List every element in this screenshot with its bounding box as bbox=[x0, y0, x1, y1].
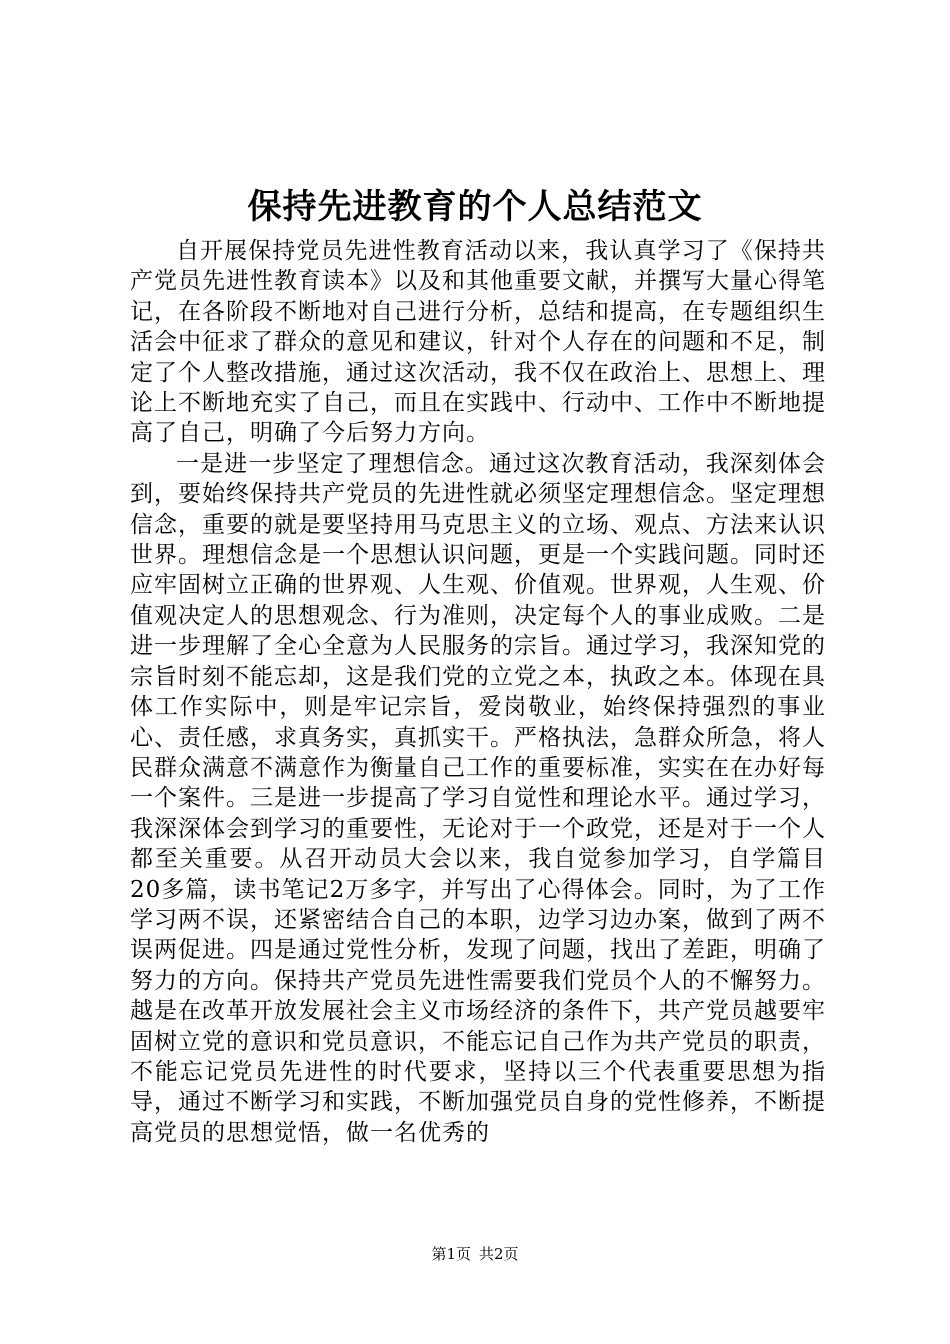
page-number-total: 共2页 bbox=[479, 1245, 519, 1263]
document-title: 保持先进教育的个人总结范文 bbox=[247, 187, 703, 227]
page-footer bbox=[0, 1244, 950, 1264]
document-body bbox=[130, 236, 826, 1148]
paragraph-intro: 自开展保持党员先进性教育活动以来，我认真学习了《保持共产党员先进性教育读本》以及和其他重要文献，并撰写大量心得笔记，在各阶段不断地对自己进行分析，总结和提高，在专题组织生活会中征求了群众的意见和建议，针对个人存在的问题和不足，制定了个人整改措施，通过这次活动，我不仅在政治上、思想上、理论上不断地充实了自己，而且在实践中、行动中、工作中不断地提高了自己，明确了今后努力方向。 bbox=[130, 238, 826, 447]
paragraph-main: 一是进一步坚定了理想信念。通过这次教育活动，我深刻体会到，要始终保持共产党员的先进性就必须坚定理想信念。坚定理想信念，重要的就是要坚持用马克思主义的立场、观点、方法来认识世界。理想信念是一个思想认识问题，更是一个实践问题。同时还应牢固树立正确的世界观、人生观、价值观。世界观，人生观、价值观决定人的思想观念、行为准则，决定每个人的事业成败。二是进一步理解了全心全意为人民服务的宗旨。通过学习，我深知党的宗旨时刻不能忘却，这是我们党的立党之本，执政之本。体现在具体工作实际中，则是牢记宗旨，爱岗敬业，始终保持强烈的事业心、责任感，求真务实，真抓实干。严格执法，急群众所急，将人民群众满意不满意作为衡量自己工作的重要标准，实实在在办好每一个案件。三是进一步提高了学习自觉性和理论水平。通过学习，我深深体会到学习的重要性，无论对于一个政党，还是对于一个人都至关重要。从召开动员大会以来，我自觉参加学习，自学篇目20多篇，读书笔记2万多字，并写出了心得体会。同时，为了工作学习两不误，还紧密结合自己的本职，边学习边办案，做到了两不误两促进。四是通过党性分析，发现了问题，找出了差距，明确了努力的方向。保持共产党员先进性需要我们党员个人的不懈努力。越是在改革开放发展社会主义市场经济的条件下，共产党员越要牢固树立党的意识和党员意识，不能忘记自己作为共产党员的职责，不能忘记党员先进性的时代要求，坚持以三个代表重要思想为指导，通过不断学习和实践，不断加强党员自身的党性修养，不断提高党员的思想觉悟，做一名优秀的 bbox=[130, 450, 826, 1146]
page-number-current: 第1页 bbox=[431, 1245, 471, 1263]
